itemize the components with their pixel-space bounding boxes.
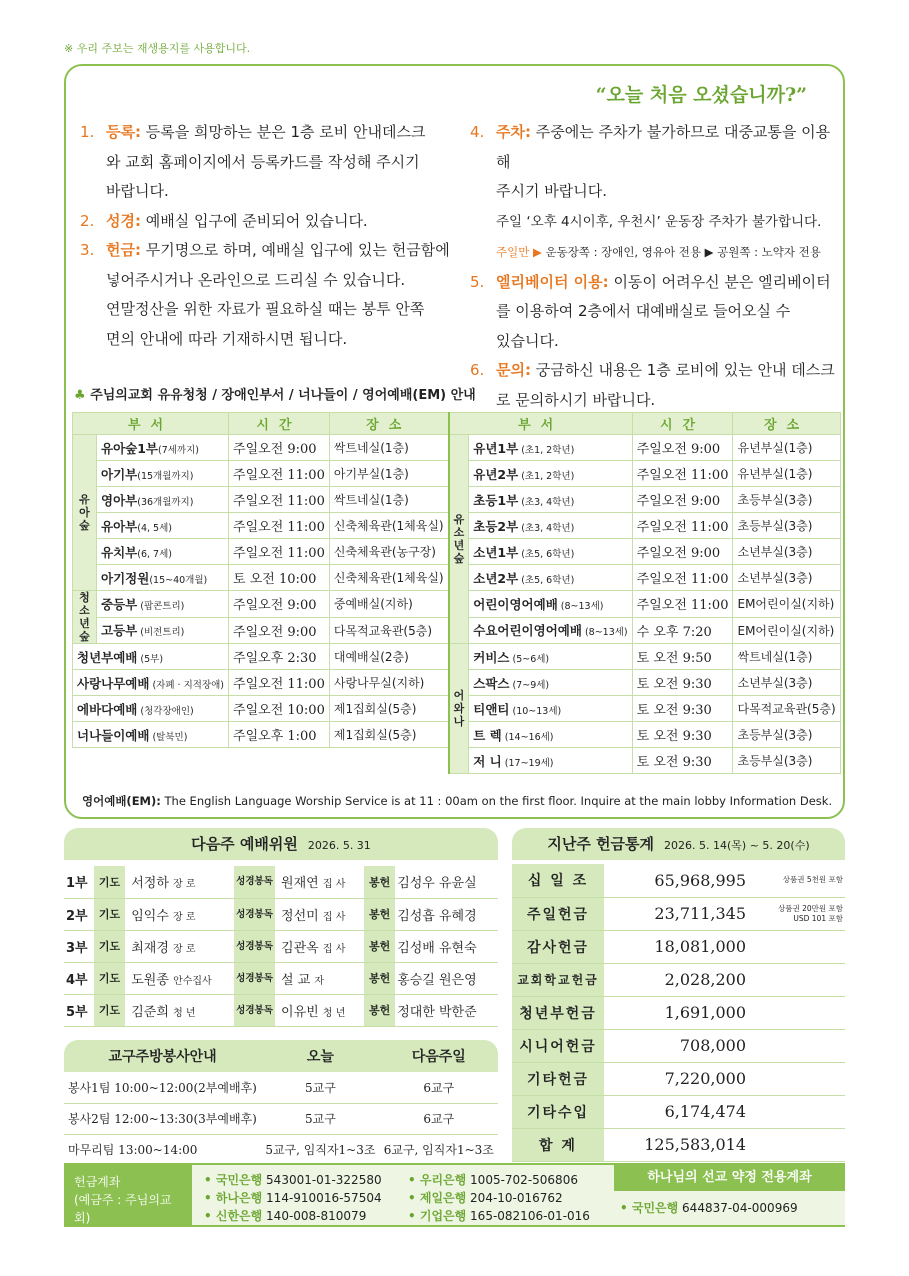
schedule-row [73, 435, 841, 461]
right-dept: 어린이영어예배 (8~13세) [469, 591, 632, 618]
left-dept: 유아부(4, 5세) [97, 513, 229, 539]
accounts-label: 헌금계좌 (예금주 : 주님의교회) [64, 1165, 192, 1225]
right-dept: 유년1부 (초1, 2학년) [469, 435, 632, 461]
right-dept: 커비스 (5~6세) [469, 644, 632, 670]
right-time: 주일오전 11:00 [632, 513, 733, 539]
right-dept: 스팍스 (7~9세) [469, 670, 632, 696]
offering-note [754, 1029, 845, 1062]
right-place: 초등부실(3층) [733, 722, 840, 748]
left-time: 주일오후 1:00 [229, 722, 330, 748]
right-dept: 소년2부 (초5, 6학년) [469, 565, 632, 591]
left-time: 주일오전 10:00 [229, 696, 330, 722]
right-time: 주일오전 11:00 [632, 565, 733, 591]
right-time: 주일오전 11:00 [632, 461, 733, 487]
left-dept: 청년부예배 (5부) [73, 644, 229, 670]
account-line: • 기업은행 165-082106-01-016 [408, 1209, 590, 1223]
left-place: 대예배실(2층) [329, 644, 448, 670]
kitchen-table: 교구주방봉사안내 오늘 다음주일 봉사1팀 10:00~12:00(2부예배후) 5교구 6교구 봉사2팀 12:00~13:30(3부예배후) 5교구 6교구 마무리팀 13:00~14:00 5교구, 임직자1~3조 6교구, 임직자1~3조 [64, 1040, 498, 1166]
mission-account: 하나님의 선교 약정 전용계좌 • 국민은행 644837-04-000969 [614, 1165, 845, 1225]
committee-table [64, 866, 498, 1027]
group-yuasup: 유아숲 [73, 435, 97, 591]
offering-row: 주일헌금 23,711,345 상품권 20만원 포함 USD 101 포함 [512, 897, 845, 930]
left-time: 주일오전 9:00 [229, 617, 330, 644]
left-dept: 유치부(6, 7세) [97, 539, 229, 565]
first-visit-info-box [64, 64, 845, 819]
offering-row: 합 계 125,583,014 [512, 1128, 845, 1161]
offering-note [754, 930, 845, 963]
recycled-paper-note: ※ 우리 주보는 재생용지를 사용합니다. [64, 42, 251, 55]
info-elevator: 5. 엘리베이터 이용: 이동이 어려우신 분은 엘리베이터 를 이용하여 2층에서 대예배실로 들어오실 수 있습니다. [470, 272, 831, 350]
committee-row: 5부 기도 김준희 청 년 성경봉독 이유빈 청 년 봉헌 정대한 박한준 [64, 994, 498, 1026]
offering-accounts-bar [64, 1163, 845, 1227]
offering-header: 지난주 헌금통계 2026. 5. 14(목) ~ 5. 20(수) [512, 828, 845, 860]
club-icon: ♣ [74, 388, 86, 403]
right-place: 초등부실(3층) [733, 748, 840, 774]
right-place: 다목적교육관(5층) [733, 696, 840, 722]
welcome-heading: “오늘 처음 오셨습니까?” [595, 84, 807, 106]
left-place: 신축체육관(농구장) [329, 539, 448, 565]
offering-row: 기타헌금 7,220,000 [512, 1062, 845, 1095]
th-dept-right: 부서 [449, 413, 633, 435]
right-time: 토 오전 9:30 [632, 722, 733, 748]
left-time: 주일오전 11:00 [229, 487, 330, 513]
right-dept: 저 니 (17~19세) [469, 748, 632, 774]
accounts-column-1 [204, 1171, 382, 1225]
offering-note [754, 1095, 845, 1128]
right-place: 유년부실(1층) [733, 461, 840, 487]
right-place: 초등부실(3층) [733, 487, 840, 513]
left-place: 사랑나무실(지하) [329, 670, 448, 696]
right-time: 주일오전 9:00 [632, 487, 733, 513]
info-parking: 4. 주차: 주중에는 주차가 불가하므로 대중교통을 이용해 주시기 바랍니다. 주일 ‘오후 4시이후, 우천시’ 운동장 주차가 불가합니다. 주일만 ▶ 운동장쪽 : 장애인, 영유아 전용 ▶ 공원쪽 : 노약자 전용 [470, 123, 831, 259]
left-dept: 너나들이예배 (탈북민) [73, 722, 229, 748]
right-dept: 초등1부 (초3, 4학년) [469, 487, 632, 513]
offering-row: 십 일 조 65,968,995 상품권 5천원 포함 [512, 864, 845, 897]
left-time: 토 오전 10:00 [229, 565, 330, 591]
left-dept: 아기정원(15~40개월) [97, 565, 229, 591]
schedule-row [73, 644, 841, 670]
left-time: 주일오전 9:00 [229, 435, 330, 461]
right-time: 주일오전 9:00 [632, 435, 733, 461]
right-dept: 티앤티 (10~13세) [469, 696, 632, 722]
committee-header: 다음주 예배위원 2026. 5. 31 [64, 828, 498, 860]
left-time: 주일오후 2:30 [229, 644, 330, 670]
kitchen-service-panel [64, 1040, 498, 1166]
left-dept: 영아부(36개월까지) [97, 487, 229, 513]
th-dept-left: 부서 [73, 413, 229, 435]
group-eowana: 어와나 [449, 644, 469, 774]
right-time: 수 오후 7:20 [632, 617, 733, 644]
accounts-column-2 [408, 1171, 590, 1225]
offering-row: 시니어헌금 708,000 [512, 1029, 845, 1062]
offering-row: 감사헌금 18,081,000 [512, 930, 845, 963]
left-dept: 유아숲1부(7세까지) [97, 435, 229, 461]
kitchen-row: 봉사1팀 10:00~12:00(2부예배후) 5교구 6교구 [64, 1072, 498, 1103]
offering-note [754, 1062, 845, 1095]
left-place: 제1집회실(5층) [329, 722, 448, 748]
right-place: 소년부실(3층) [733, 539, 840, 565]
right-dept: 수요어린이영어예배 (8~13세) [469, 617, 632, 644]
info-offering: 3. 헌금: 무기명으로 하며, 예배실 입구에 있는 헌금함에 넣어주시거나 온라인으로 드리실 수 있습니다. 연말정산을 위한 자료가 필요하실 때는 봉투 안쪽 면의 안내에 따라 기재하시면 됩니다. [80, 241, 450, 348]
right-place: EM어린이실(지하) [733, 617, 840, 644]
group-cheongsonyeon: 청소년숲 [73, 591, 97, 644]
english-worship-note: 영어예배(EM): The English Language Worship Service is at 11 : 00am on the first floor. Inquire at the main lobby Information Desk. [82, 794, 833, 808]
left-place: 다목적교육관(5층) [329, 617, 448, 644]
right-time: 토 오전 9:30 [632, 748, 733, 774]
right-time: 토 오전 9:30 [632, 696, 733, 722]
left-time: 주일오전 11:00 [229, 539, 330, 565]
info-inquiry: 6. 문의: 궁금하신 내용은 1층 로비에 있는 안내 데스크 로 문의하시기 바랍니다. [470, 361, 835, 409]
account-line: • 우리은행 1005-702-506806 [408, 1173, 578, 1187]
right-place: 초등부실(3층) [733, 513, 840, 539]
left-time: 주일오전 9:00 [229, 591, 330, 618]
left-dept: 고등부 (비전트리) [97, 617, 229, 644]
right-place: 소년부실(3층) [733, 565, 840, 591]
committee-row: 4부 기도 도원종 안수집사 성경봉독 설 교 자 봉헌 홍승길 원은영 [64, 962, 498, 994]
committee-row: 3부 기도 최재경 장 로 성경봉독 김관옥 집 사 봉헌 김성배 유현숙 [64, 930, 498, 962]
offering-row: 교회학교헌금 2,028,200 [512, 963, 845, 996]
kitchen-row: 봉사2팀 12:00~13:30(3부예배후) 5교구 6교구 [64, 1103, 498, 1134]
account-line: • 신한은행 140-008-810079 [204, 1209, 367, 1223]
right-time: 토 오전 9:30 [632, 670, 733, 696]
offering-row: 청년부헌금 1,691,000 [512, 996, 845, 1029]
left-place: 제1집회실(5층) [329, 696, 448, 722]
group-yusonyeon: 유소년숲 [449, 435, 469, 644]
right-dept: 소년1부 (초5, 6학년) [469, 539, 632, 565]
worship-committee-panel [64, 828, 498, 1027]
left-time: 주일오전 11:00 [229, 513, 330, 539]
left-time: 주일오전 11:00 [229, 670, 330, 696]
th-time-right: 시간 [632, 413, 733, 435]
left-place: 중예배실(지하) [329, 591, 448, 618]
offering-note [754, 1128, 845, 1161]
right-time: 주일오전 11:00 [632, 591, 733, 618]
right-place: 싹트네실(1층) [733, 644, 840, 670]
offering-note: 상품권 5천원 포함 [754, 864, 845, 897]
kitchen-row: 마무리팀 13:00~14:00 5교구, 임직자1~3조 6교구, 임직자1~3조 [64, 1134, 498, 1165]
offering-statistics-panel [512, 828, 845, 1162]
left-dept: 아기부(15개월까지) [97, 461, 229, 487]
left-dept: 에바다예배 (청각장애인) [73, 696, 229, 722]
committee-row: 1부 기도 서정하 장 로 성경봉독 원재연 집 사 봉헌 김성우 유윤실 [64, 866, 498, 898]
left-place: 신축체육관(1체육실) [329, 513, 448, 539]
info-column-right [470, 118, 836, 415]
account-line: • 국민은행 543001-01-322580 [204, 1173, 382, 1187]
right-time: 토 오전 9:50 [632, 644, 733, 670]
left-place: 신축체육관(1체육실) [329, 565, 448, 591]
left-dept: 사랑나무예배 (자폐 · 지적장애) [73, 670, 229, 696]
right-place: 유년부실(1층) [733, 435, 840, 461]
offering-note [754, 996, 845, 1029]
th-place-right: 장소 [733, 413, 840, 435]
right-dept: 초등2부 (초3, 4학년) [469, 513, 632, 539]
right-dept: 유년2부 (초1, 2학년) [469, 461, 632, 487]
left-place: 아기부실(1층) [329, 461, 448, 487]
offering-row: 기타수입 6,174,474 [512, 1095, 845, 1128]
offering-note [754, 963, 845, 996]
left-place: 싹트네실(1층) [329, 435, 448, 461]
right-place: EM어린이실(지하) [733, 591, 840, 618]
offering-note: 상품권 20만원 포함 USD 101 포함 [754, 897, 845, 930]
left-place: 싹트네실(1층) [329, 487, 448, 513]
department-schedule-table [72, 412, 841, 774]
account-line: • 하나은행 114-910016-57504 [204, 1191, 382, 1205]
schedule-section-title: ♣ 주님의교회 유유청청 / 장애인부서 / 너나들이 / 영어예배(EM) 안내 [74, 388, 476, 403]
offering-table [512, 864, 845, 1162]
right-place: 소년부실(3층) [733, 670, 840, 696]
left-time: 주일오전 11:00 [229, 461, 330, 487]
info-bible: 2. 성경: 예배실 입구에 준비되어 있습니다. [80, 211, 368, 230]
left-dept: 중등부 (팝콘트리) [97, 591, 229, 618]
account-line: • 제일은행 204-10-016762 [408, 1191, 563, 1205]
info-column-left [80, 118, 460, 354]
info-registration: 1. 등록: 등록을 희망하는 분은 1층 로비 안내데스크 와 교회 홈페이지에서 등록카드를 작성해 주시기 바랍니다. [80, 123, 426, 200]
right-time: 주일오전 9:00 [632, 539, 733, 565]
th-time-left: 시간 [229, 413, 330, 435]
committee-row: 2부 기도 임익수 장 로 성경봉독 정선미 집 사 봉헌 김성흡 유혜경 [64, 898, 498, 930]
right-dept: 트 렉 (14~16세) [469, 722, 632, 748]
th-place-left: 장소 [329, 413, 448, 435]
